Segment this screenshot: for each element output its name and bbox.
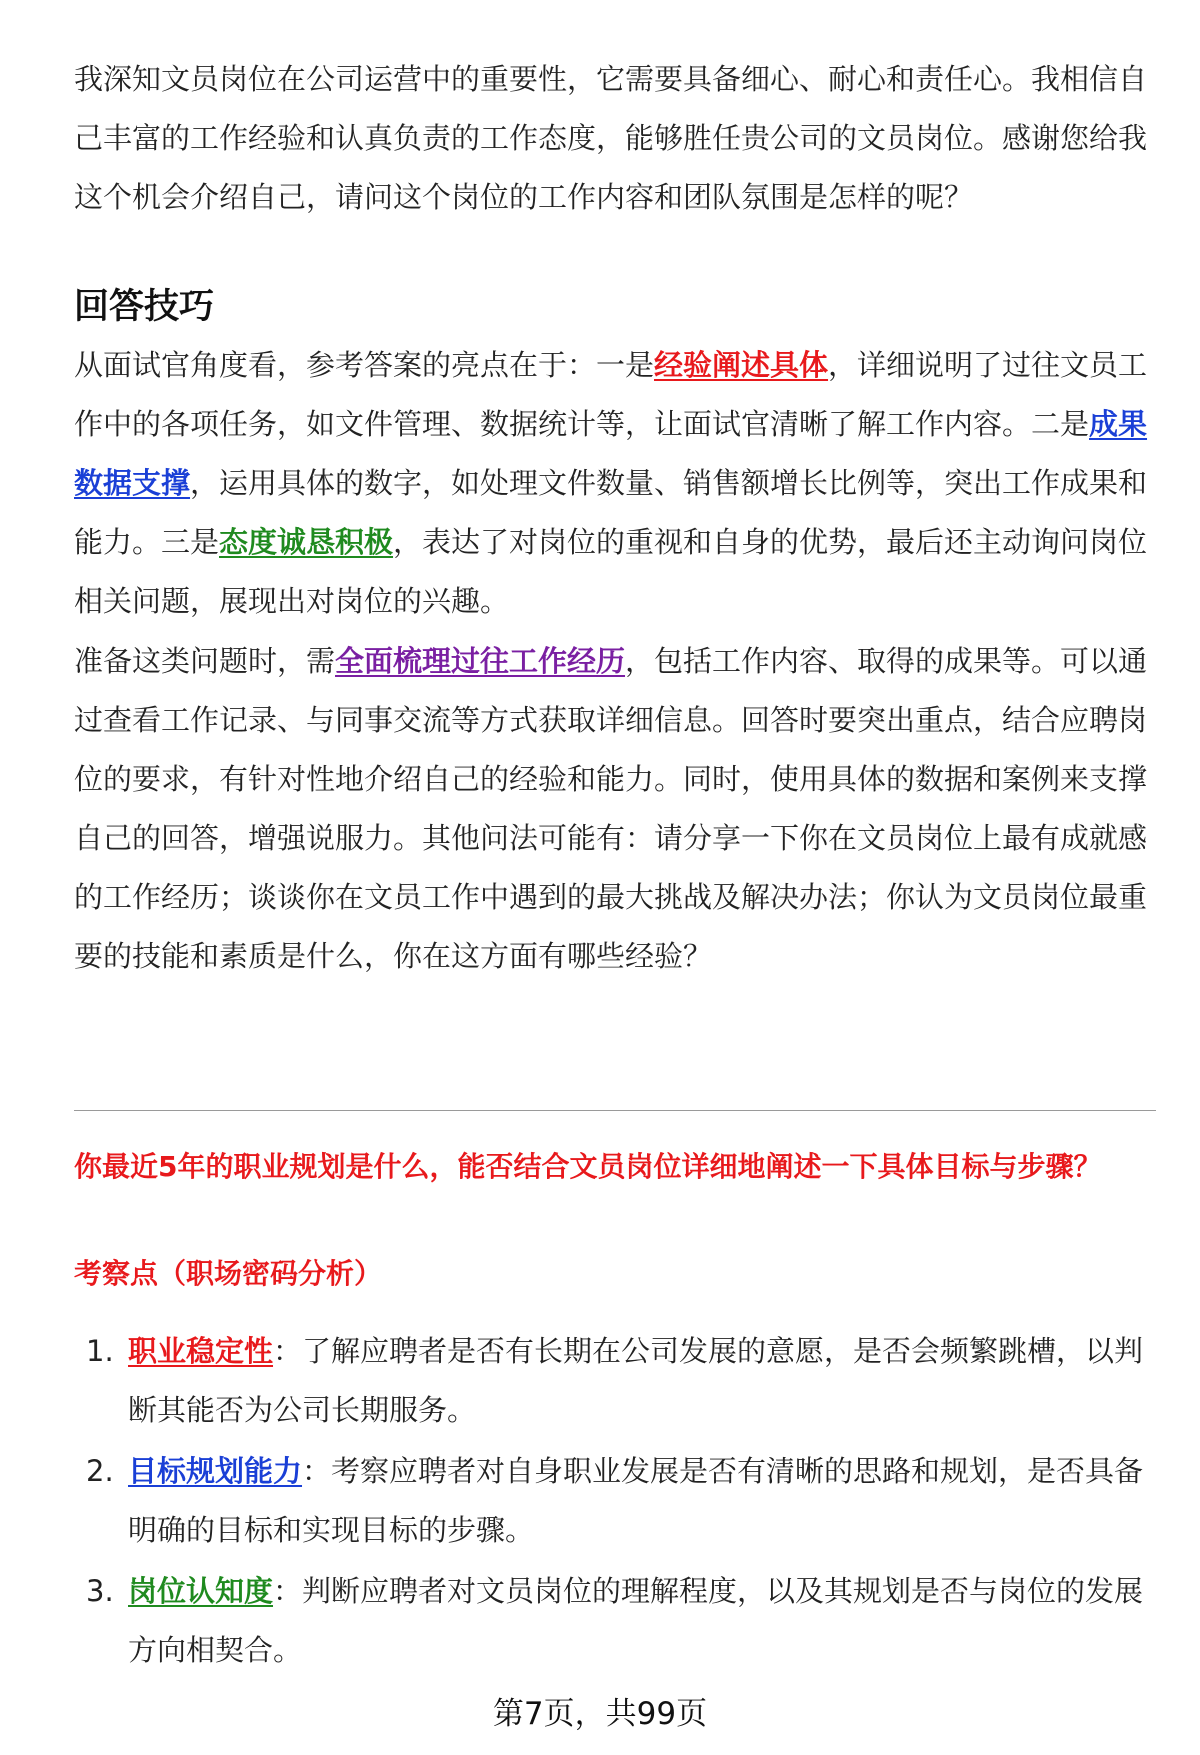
list-item-key: 岗位认知度 bbox=[128, 1574, 274, 1608]
list-item bbox=[74, 1322, 1156, 1440]
text-segment: ，运用具体的数字，如处理文件数量、销售额增长比例等，突出工作成果和能力。三是 bbox=[74, 466, 1148, 559]
list-item-key: 职业稳定性 bbox=[128, 1334, 274, 1368]
answer-tips-paragraph-1 bbox=[74, 336, 1154, 631]
highlight-experience-specific: 经验阐述具体 bbox=[654, 348, 829, 382]
text-segment: 准备这类问题时，需 bbox=[74, 644, 336, 678]
list-number: 3. bbox=[86, 1574, 114, 1608]
text-segment: ，表达了对岗位的重视和自身的优势，最后还主动询问岗位相关问题，展现出对岗位的兴趣。 bbox=[74, 525, 1148, 618]
list-item-key: 目标规划能力 bbox=[128, 1454, 303, 1488]
list-item bbox=[74, 1442, 1156, 1560]
list-number: 1. bbox=[86, 1334, 114, 1368]
highlight-data-support: 成果数据支撑 bbox=[74, 407, 1148, 500]
answer-tips-heading: 回答技巧 bbox=[74, 287, 215, 327]
list-item-desc: ：了解应聘者是否有长期在公司发展的意愿，是否会频繁跳槽，以判断其能否为公司长期服务。 bbox=[128, 1334, 1144, 1427]
assessment-points-list bbox=[74, 1322, 1156, 1682]
list-number: 2. bbox=[86, 1454, 114, 1488]
highlight-sincere-attitude: 态度诚恳积极 bbox=[219, 525, 394, 559]
intro-paragraph: 我深知文员岗位在公司运营中的重要性，它需要具备细心、耐心和责任心。我相信自己丰富的工作经验和认真负责的工作态度，能够胜任贵公司的文员岗位。感谢您给我这个机会介绍自己，请问这个岗位的工作内容和团队氛围是怎样的呢？ bbox=[74, 62, 1148, 214]
list-item-desc: ：判断应聘者对文员岗位的理解程度，以及其规划是否与岗位的发展方向相契合。 bbox=[128, 1574, 1144, 1667]
interview-question: 你最近5年的职业规划是什么，能否结合文员岗位详细地阐述一下具体目标与步骤？ bbox=[74, 1150, 1102, 1183]
highlight-review-experience: 全面梳理过往工作经历 bbox=[335, 644, 626, 678]
answer-tips-paragraph-2 bbox=[74, 632, 1154, 986]
section-divider bbox=[74, 1110, 1156, 1111]
text-segment: ，包括工作内容、取得的成果等。可以通过查看工作记录、与同事交流等方式获取详细信息。回答时要突出重点，结合应聘岗位的要求，有针对性地介绍自己的经验和能力。同时，使用具体的数据和案例来支撑自己的回答，增强说服力。其他问法可能有：请分享一下你在文员岗位上最有成就感的工作经历；谈谈你在文员工作中遇到的最大挑战及解决办法；你认为文员岗位最重要的技能和素质是什么，你在这方面有哪些经验？ bbox=[74, 644, 1148, 973]
text-segment: ，详细说明了过往文员工作中的各项任务，如文件管理、数据统计等，让面试官清晰了解工作内容。二是 bbox=[74, 348, 1148, 441]
page-number: 第7页，共99页 bbox=[492, 1696, 708, 1732]
assessment-points-heading: 考察点（职场密码分析） bbox=[74, 1257, 383, 1290]
text-segment: 从面试官角度看，参考答案的亮点在于：一是 bbox=[74, 348, 655, 382]
list-item bbox=[74, 1562, 1156, 1680]
list-item-desc: ：考察应聘者对自身职业发展是否有清晰的思路和规划，是否具备明确的目标和实现目标的步骤。 bbox=[128, 1454, 1144, 1547]
